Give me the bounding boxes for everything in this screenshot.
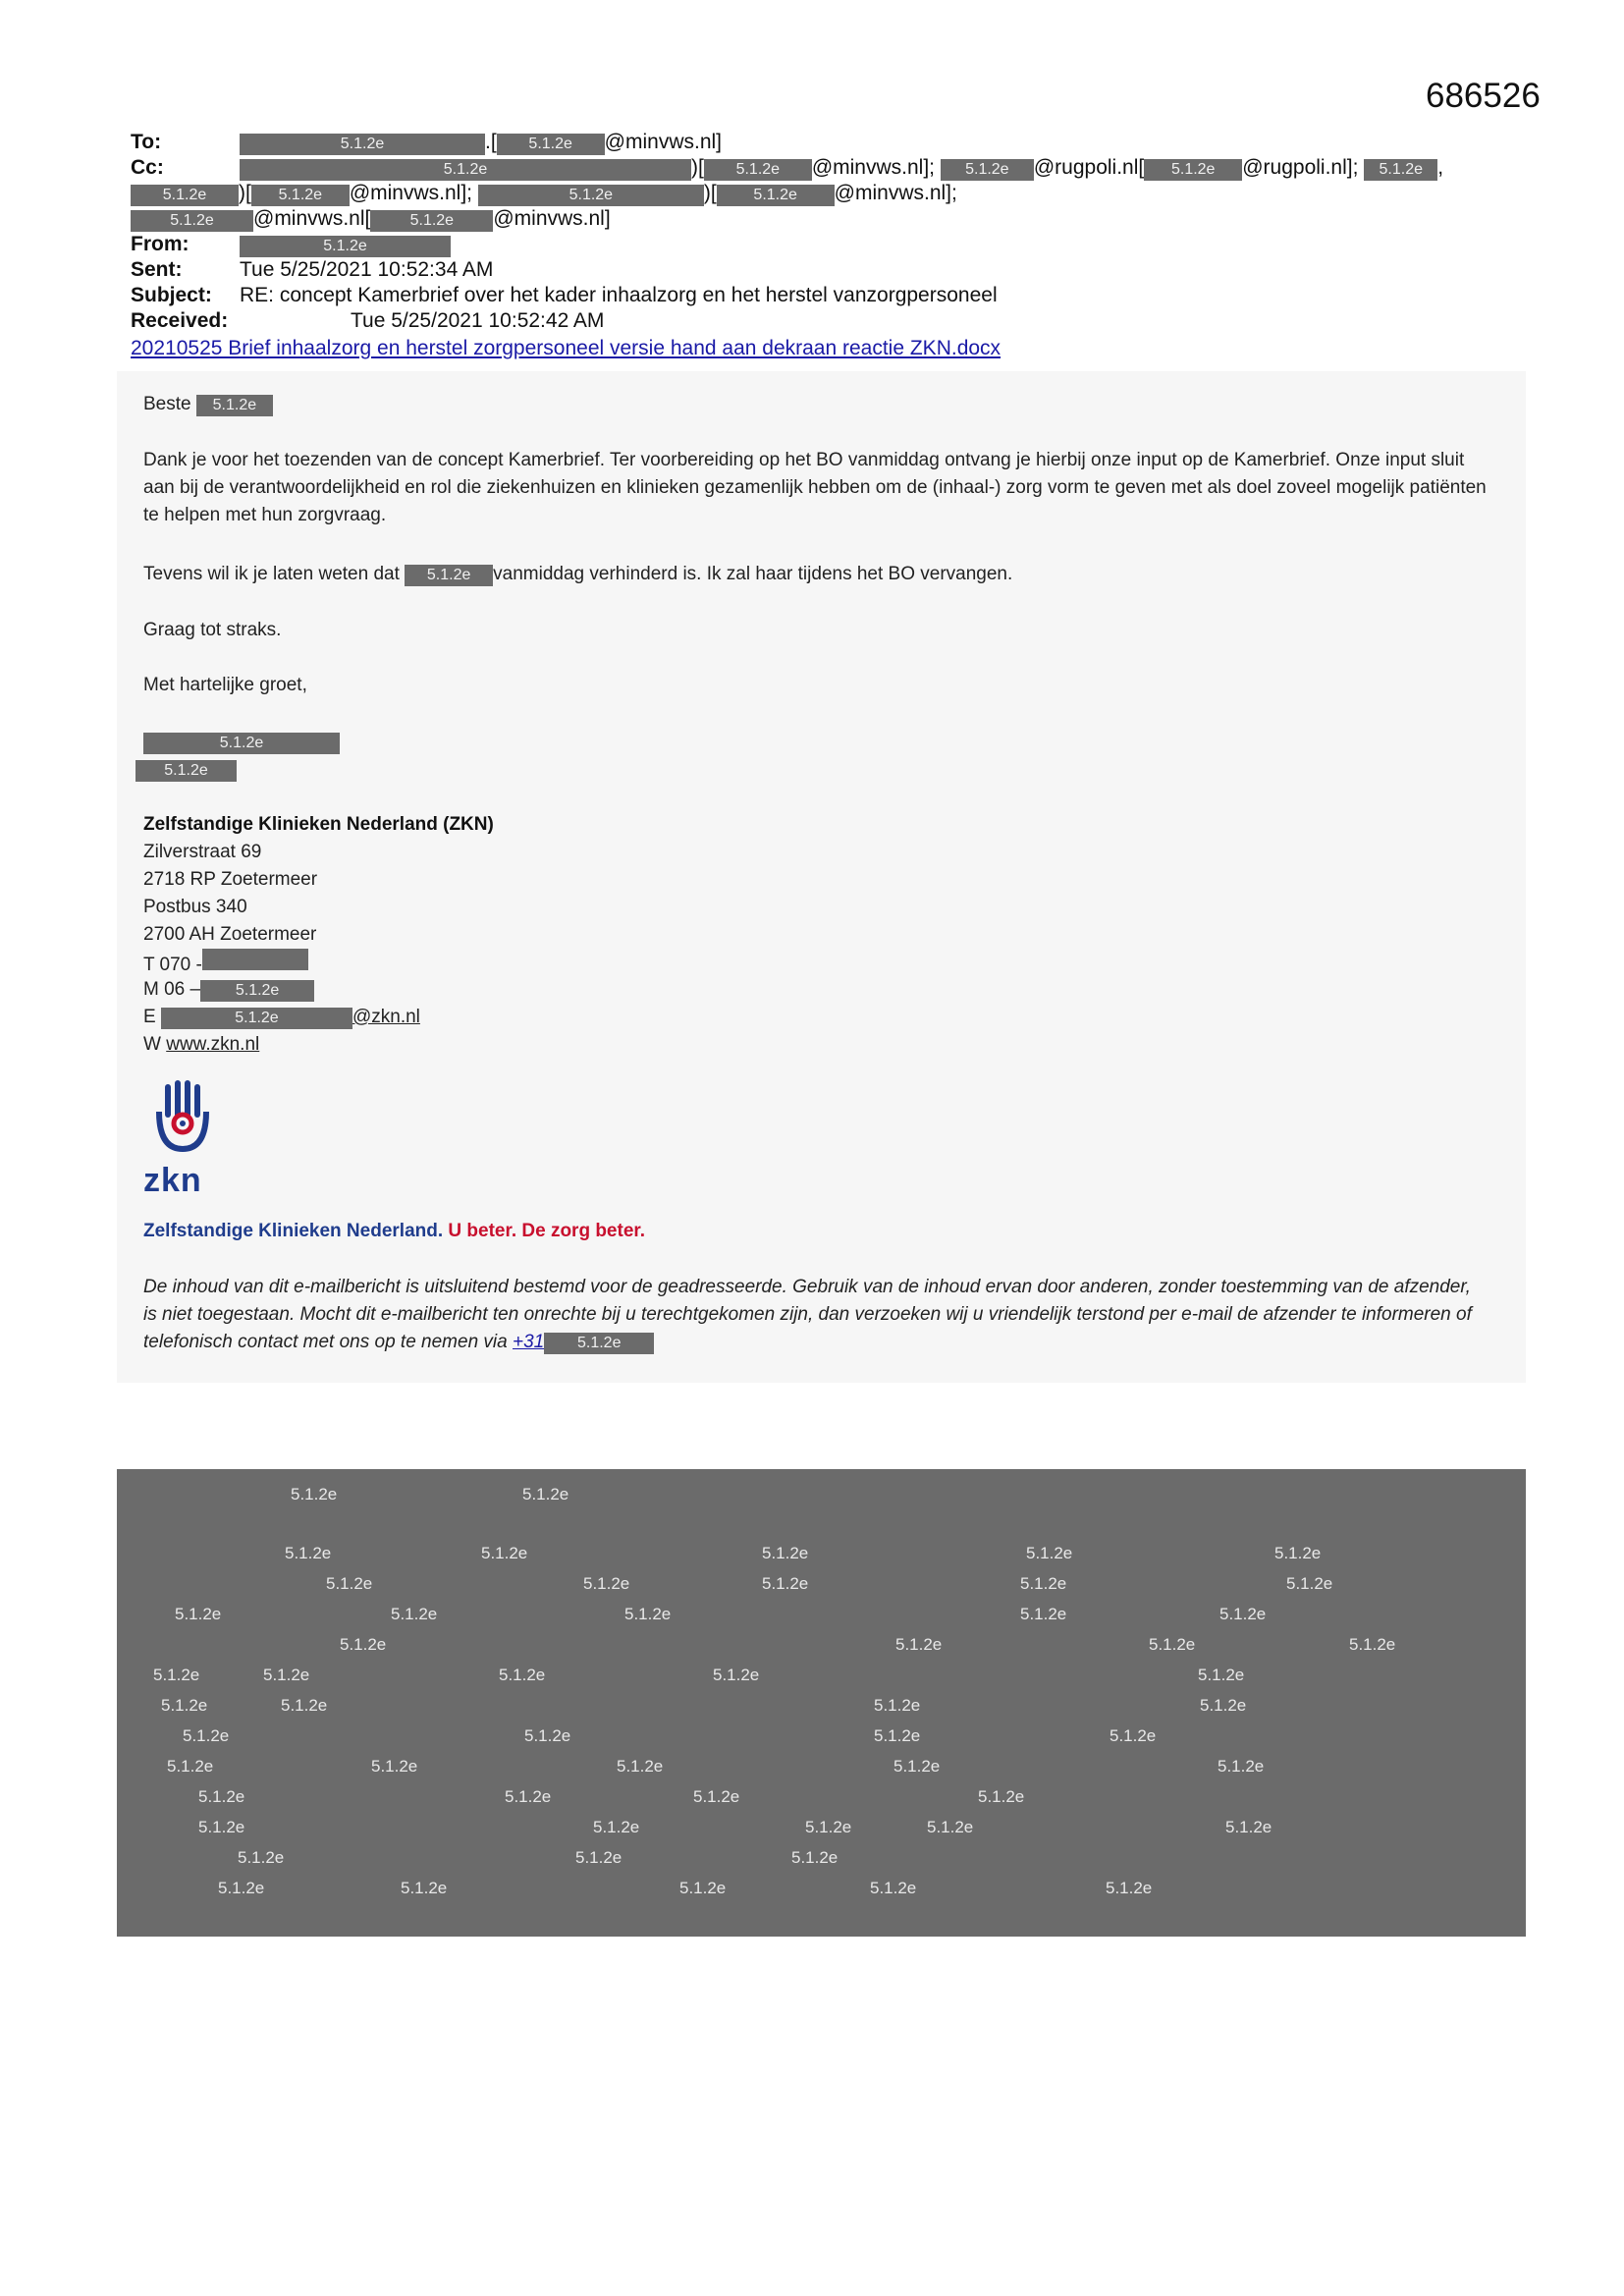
redaction-label: 5.1.2e [762, 1574, 809, 1593]
redaction [202, 949, 308, 970]
redaction: 5.1.2e [196, 395, 273, 416]
subject-label: Subject: [131, 284, 212, 306]
redaction-label: 5.1.2e [978, 1787, 1025, 1806]
sender-name-redacted [143, 729, 340, 756]
redaction-label: 5.1.2e [291, 1485, 338, 1503]
redaction: 5.1.2e [240, 134, 485, 155]
redaction-label: 5.1.2e [198, 1818, 245, 1836]
redaction: 5.1.2e [135, 760, 237, 782]
redaction: 5.1.2e [478, 185, 704, 206]
sig-postcity: 2700 AH Zoetermeer [143, 924, 317, 945]
redaction: 5.1.2e [240, 236, 451, 257]
cc-label: Cc: [131, 156, 164, 179]
redaction-label: 5.1.2e [505, 1787, 552, 1806]
zkn-logo [143, 1078, 222, 1199]
redaction-label: 5.1.2e [1149, 1635, 1196, 1654]
redaction-label: 5.1.2e [401, 1879, 448, 1897]
redaction: 5.1.2e [1144, 159, 1242, 181]
redaction-label: 5.1.2e [575, 1848, 623, 1867]
sig-org: Zelfstandige Klinieken Nederland (ZKN) [143, 814, 494, 835]
redaction-label: 5.1.2e [285, 1544, 332, 1562]
document-number: 686526 [1426, 77, 1541, 115]
cc-line-3: 5.1.2e @minvws.nl[ 5.1.2e @minvws.nl] [131, 206, 611, 232]
redaction: 5.1.2e [370, 210, 493, 232]
logo-text: zkn [143, 1162, 202, 1199]
redaction: 5.1.2e [941, 159, 1034, 181]
redaction: 5.1.2e [405, 565, 493, 586]
redaction-label: 5.1.2e [693, 1787, 740, 1806]
redaction-label: 5.1.2e [175, 1605, 222, 1623]
redaction-label: 5.1.2e [218, 1879, 265, 1897]
redaction: 5.1.2e [200, 980, 314, 1002]
redaction-label: 5.1.2e [874, 1696, 921, 1715]
redaction-label: 5.1.2e [583, 1574, 630, 1593]
attachment-link[interactable]: 20210525 Brief inhaalzorg en herstel zorgpersoneel versie hand aan dekraan reactie ZKN.docx [131, 337, 1001, 359]
redaction-label: 5.1.2e [238, 1848, 285, 1867]
sent-label: Sent: [131, 258, 183, 281]
redaction-label: 5.1.2e [167, 1757, 214, 1776]
redaction-label: 5.1.2e [593, 1818, 640, 1836]
redaction-label: 5.1.2e [153, 1666, 200, 1684]
redaction-label: 5.1.2e [263, 1666, 310, 1684]
redaction-label: 5.1.2e [927, 1818, 974, 1836]
sig-phone: T 070 - [143, 949, 308, 979]
redaction-label: 5.1.2e [1218, 1757, 1265, 1776]
subject-line [131, 283, 212, 308]
redaction-label: 5.1.2e [1349, 1635, 1396, 1654]
redaction-label: 5.1.2e [161, 1696, 208, 1715]
redaction-label: 5.1.2e [1200, 1696, 1247, 1715]
redaction: 5.1.2e [161, 1008, 352, 1029]
sig-street: Zilverstraat 69 [143, 842, 262, 862]
received-label: Received: [131, 309, 229, 332]
redaction-label: 5.1.2e [481, 1544, 528, 1562]
redaction-label: 5.1.2e [1274, 1544, 1322, 1562]
closing: Met hartelijke groet, [143, 675, 307, 695]
redaction-label: 5.1.2e [1020, 1605, 1067, 1623]
sig-postbus: Postbus 340 [143, 897, 247, 917]
redaction-label: 5.1.2e [713, 1666, 760, 1684]
redaction-label: 5.1.2e [281, 1696, 328, 1715]
sig-city: 2718 RP Zoetermeer [143, 869, 318, 890]
redaction-label: 5.1.2e [1110, 1726, 1157, 1745]
redaction-label: 5.1.2e [874, 1726, 921, 1745]
redaction: 5.1.2e [544, 1333, 654, 1354]
from-value [240, 232, 451, 257]
redaction-label: 5.1.2e [805, 1818, 852, 1836]
redaction: 5.1.2e [497, 134, 605, 155]
redaction-label: 5.1.2e [624, 1605, 672, 1623]
redaction-label: 5.1.2e [391, 1605, 438, 1623]
paragraph-1: Dank je voor het toezenden van de concept Kamerbrief. Ter voorbereiding op het BO vanmiddag ontvang je hierbij onze input op de Kamerbrief. Onze input sluit aan bij de verantwoordelijkheid en rol die ziekenhuizen en klinieken gezamenlijk hebben om de (inhaal-) zorg vorm te geven met als doel zoveel mogelijk patiënten te helpen met hun zorgvraag. [143, 450, 1487, 525]
redaction-label: 5.1.2e [617, 1757, 664, 1776]
to-line [131, 130, 161, 155]
redaction-label: 5.1.2e [895, 1635, 943, 1654]
redaction-label: 5.1.2e [183, 1726, 230, 1745]
redaction-label: 5.1.2e [198, 1787, 245, 1806]
redaction-label: 5.1.2e [326, 1574, 373, 1593]
redaction: 5.1.2e [251, 185, 350, 206]
redaction: 5.1.2e [131, 185, 239, 206]
redaction: 5.1.2e [131, 210, 253, 232]
to-value: 5.1.2e .[ 5.1.2e @minvws.nl] [240, 130, 722, 155]
redaction: 5.1.2e [1364, 159, 1437, 181]
redaction-label: 5.1.2e [524, 1726, 571, 1745]
disclaimer-phone-link[interactable]: +31 [513, 1332, 545, 1352]
sig-mobile: M 06 – 5.1.2e [143, 976, 314, 1004]
redaction-label: 5.1.2e [893, 1757, 941, 1776]
paragraph-2: Tevens wil ik je laten weten dat 5.1.2e vanmiddag verhinderd is. Ik zal haar tijdens het BO vervangen. [143, 564, 1013, 584]
redaction-label: 5.1.2e [791, 1848, 839, 1867]
redaction-label: 5.1.2e [679, 1879, 727, 1897]
redaction-label: 5.1.2e [762, 1544, 809, 1562]
redaction-label: 5.1.2e [870, 1879, 917, 1897]
redaction-label: 5.1.2e [340, 1635, 387, 1654]
cc-line-1: 5.1.2e )[ 5.1.2e @minvws.nl]; 5.1.2e @rugpoli.nl[ 5.1.2e @rugpoli.nl]; 5.1.2e , [240, 155, 1443, 181]
sender-title-redacted [135, 756, 237, 784]
redaction-label: 5.1.2e [1198, 1666, 1245, 1684]
redaction: 5.1.2e [143, 733, 340, 754]
hand-icon [143, 1078, 222, 1157]
cc-line-2: 5.1.2e )[ 5.1.2e @minvws.nl]; 5.1.2e )[ 5.1.2e @minvws.nl]; [131, 181, 957, 206]
redaction-label: 5.1.2e [371, 1757, 418, 1776]
disclaimer: De inhoud van dit e-mailbericht is uitsluitend bestemd voor de geadresseerde. Gebruik van de inhoud ervan door anderen, zonder toestemming van de afzender, is niet toegestaan. Mocht dit e-mailbericht ten onrechte bij u terechtgekomen zijn, dan verzoeken wij u vriendelijk terstond per e-mail de afzender te informeren of telefonisch contact met ons op te nemen via +31 5.1.2e [143, 1277, 1472, 1352]
from-label: From: [131, 233, 189, 255]
redaction-label: 5.1.2e [522, 1485, 569, 1503]
sig-web: W www.zkn.nl [143, 1034, 260, 1055]
paragraph-3: Graag tot straks. [143, 620, 282, 640]
from-line [131, 232, 189, 257]
redaction: 5.1.2e [240, 159, 691, 181]
subject-value: RE: concept Kamerbrief over het kader inhaalzorg en het herstel vanzorgpersoneel [240, 284, 998, 306]
redaction-label: 5.1.2e [1286, 1574, 1333, 1593]
redaction-label: 5.1.2e [1106, 1879, 1153, 1897]
redaction-label: 5.1.2e [1225, 1818, 1272, 1836]
redaction-label: 5.1.2e [1026, 1544, 1073, 1562]
redaction-label: 5.1.2e [1020, 1574, 1067, 1593]
redaction: 5.1.2e [704, 159, 812, 181]
greeting: Beste 5.1.2e [143, 391, 273, 418]
sig-email: E 5.1.2e @zkn.nl [143, 1007, 420, 1027]
received-line [131, 308, 228, 334]
sig-tagline: Zelfstandige Klinieken Nederland. U beter. De zorg beter. [143, 1221, 646, 1241]
email-link[interactable]: @zkn.nl [352, 1007, 420, 1027]
to-label: To: [131, 131, 162, 153]
redaction-label: 5.1.2e [499, 1666, 546, 1684]
cc-label-line [131, 155, 164, 181]
sent-line [131, 257, 183, 283]
website-link[interactable]: www.zkn.nl [166, 1034, 260, 1055]
redaction-label: 5.1.2e [1219, 1605, 1267, 1623]
sent-value: Tue 5/25/2021 10:52:34 AM [240, 258, 494, 281]
redaction: 5.1.2e [717, 185, 835, 206]
received-value: Tue 5/25/2021 10:52:42 AM [351, 309, 605, 332]
